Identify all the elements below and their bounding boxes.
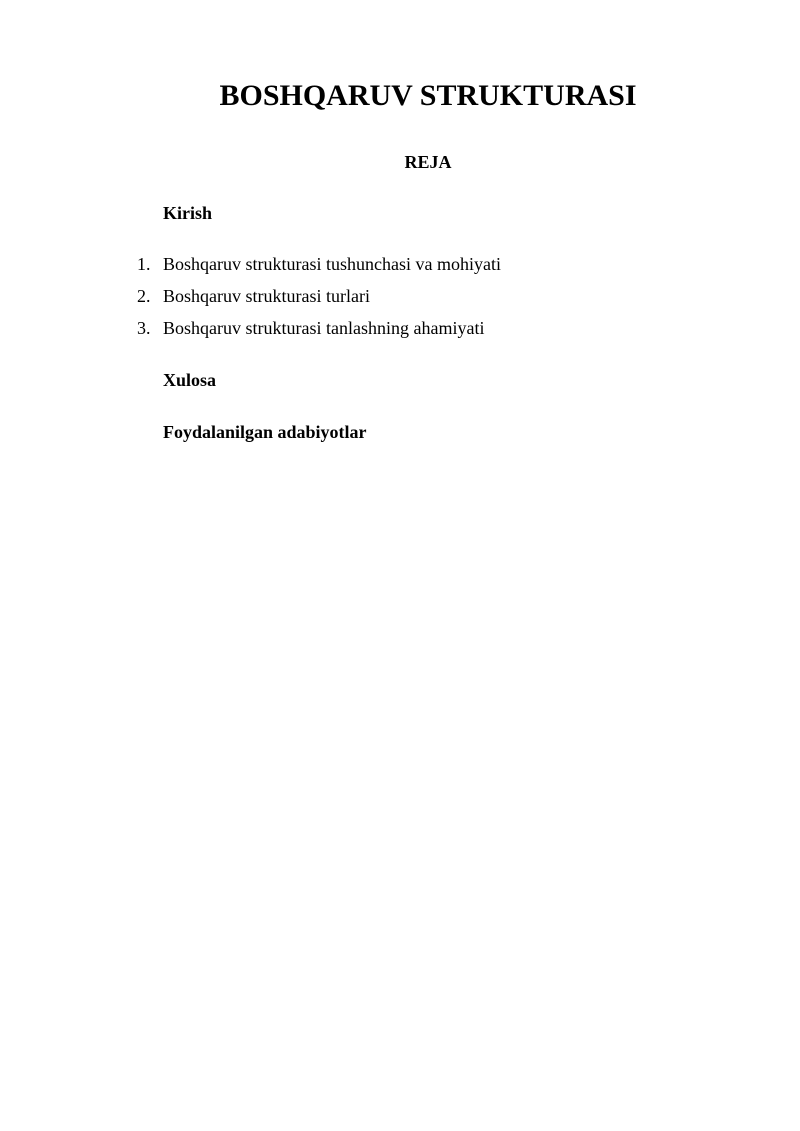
plan-item-text: Boshqaruv strukturasi tanlashning ahamiyati: [163, 318, 485, 338]
plan-list: [0, 253, 800, 349]
plan-item-number: 1.: [137, 254, 151, 274]
conclusion-heading: Xulosa: [163, 370, 217, 390]
references-heading: Foydalanilgan adabiyotlar: [163, 422, 367, 442]
plan-item-number: 3.: [137, 318, 151, 338]
document-title: BOSHQARUV STRUKTURASI: [219, 79, 637, 112]
plan-item-text: Boshqaruv strukturasi tushunchasi va mohiyati: [163, 254, 501, 274]
plan-item: [0, 253, 800, 285]
plan-item-text: Boshqaruv strukturasi turlari: [163, 286, 370, 306]
plan-item: [0, 285, 800, 317]
plan-item: [0, 317, 800, 349]
plan-heading: REJA: [404, 152, 452, 172]
intro-heading: Kirish: [163, 203, 213, 223]
plan-item-number: 2.: [137, 286, 151, 306]
